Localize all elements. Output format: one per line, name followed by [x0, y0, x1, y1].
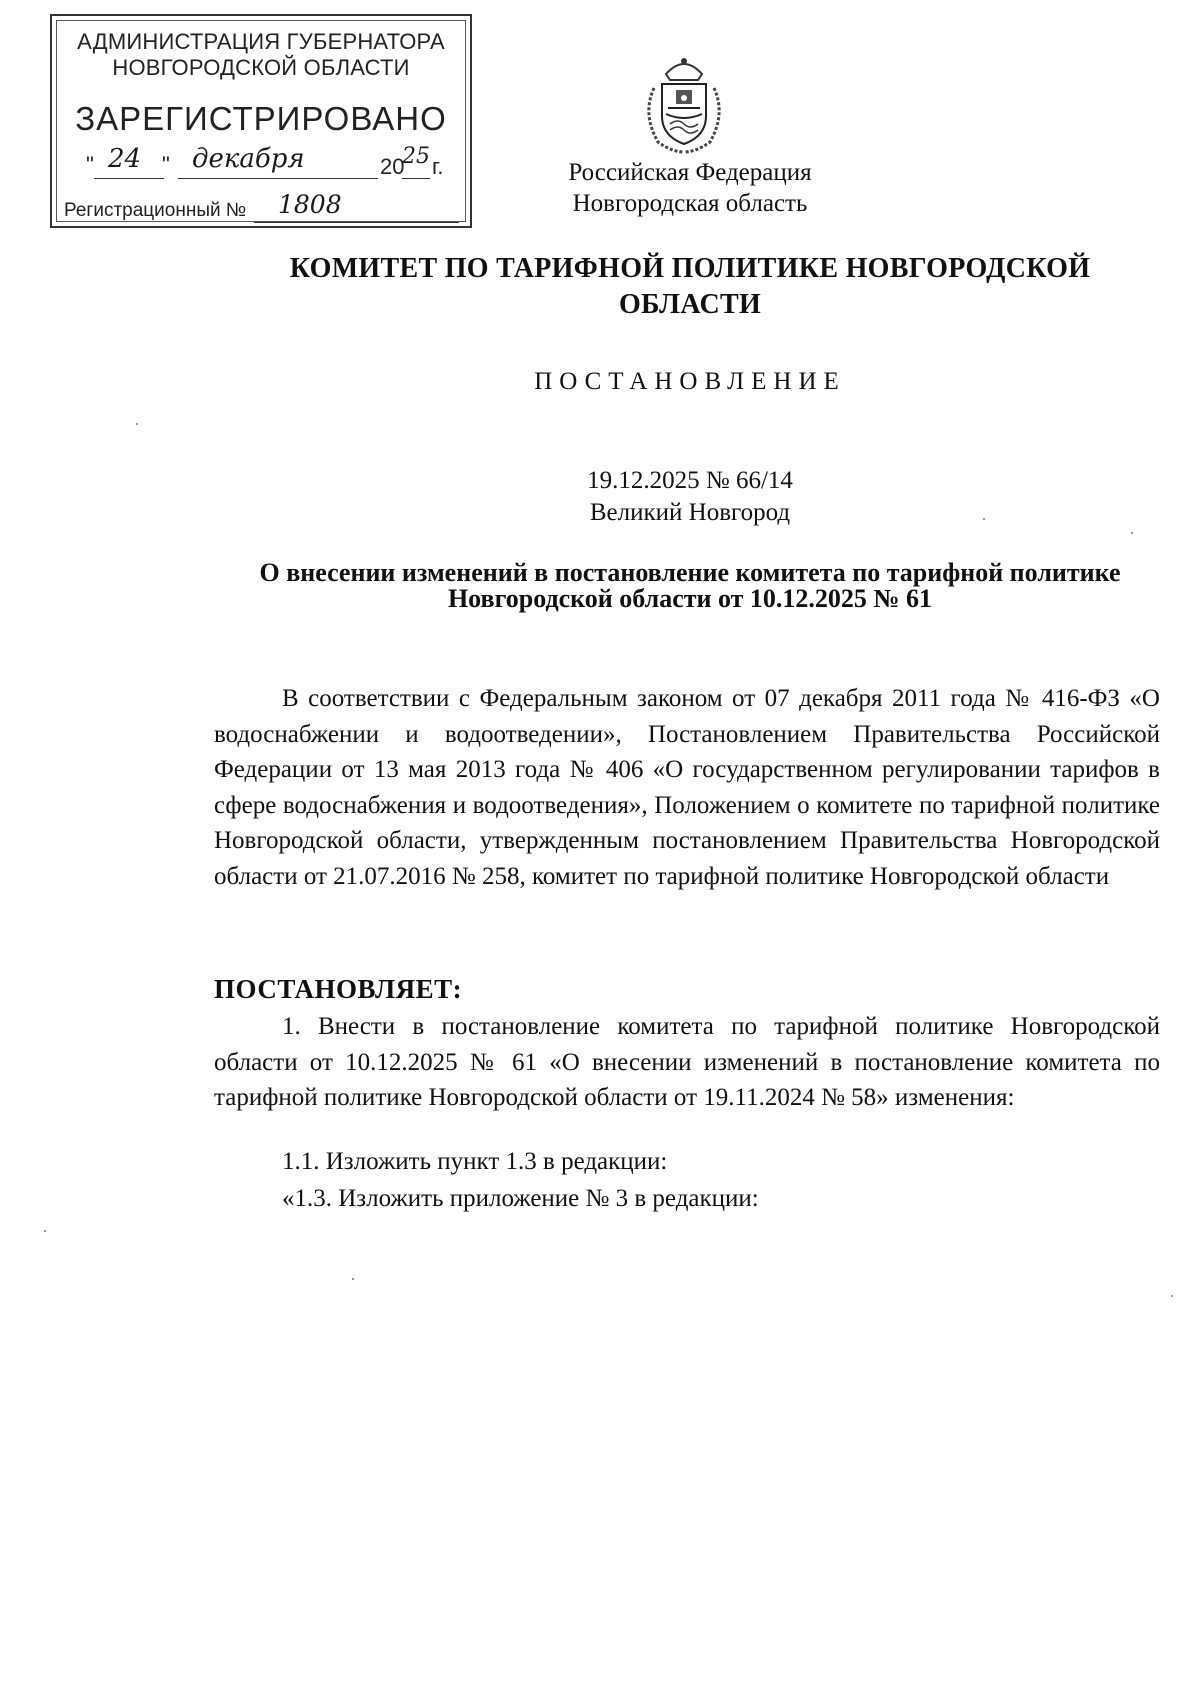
- scan-speck: [352, 1278, 354, 1280]
- country-name: Российская Федерация: [568, 159, 812, 186]
- stamp-day: 24: [108, 144, 142, 174]
- scan-speck: [44, 1230, 46, 1232]
- stamp-org-line1: АДМИНИСТРАЦИЯ ГУБЕРНАТОРА: [77, 29, 445, 54]
- scan-speck: [1131, 532, 1133, 534]
- novgorod-coat-of-arms-icon: [636, 52, 732, 158]
- stamp-open-quote: ": [86, 152, 94, 177]
- registration-stamp: [50, 14, 472, 228]
- stamp-regno-underline: [254, 222, 459, 223]
- item-1-1: 1.1. Изложить пункт 1.3 в редакции:: [282, 1148, 668, 1175]
- stamp-regno-label: Регистрационный №: [64, 200, 247, 221]
- stamp-month-underline: [178, 178, 378, 179]
- stamp-day-underline: [94, 178, 164, 179]
- scan-speck: [1171, 1295, 1173, 1297]
- resolves-heading: ПОСТАНОВЛЯЕТ:: [214, 974, 463, 1004]
- stamp-status: ЗАРЕГИСТРИРОВАНО: [75, 100, 447, 137]
- stamp-close-quote: ": [162, 152, 170, 177]
- date-and-number: 19.12.2025 № 66/14: [587, 467, 793, 494]
- stamp-year-prefix: 20: [380, 154, 405, 179]
- item-1-3: «1.3. Изложить приложение № 3 в редакции:: [282, 1185, 759, 1212]
- stamp-month: декабря: [192, 144, 305, 174]
- scan-speck: [983, 518, 985, 520]
- scan-speck: [136, 423, 138, 425]
- document-type: ПОСТАНОВЛЕНИЕ: [534, 368, 846, 395]
- stamp-year-unit: г.: [432, 154, 444, 179]
- preamble-paragraph: В соответствии с Федеральным законом от 07 декабря 2011 года № 416-ФЗ «О водоснабжении и водоотведении», Постановлением Правительства Российской Федерации от 13 мая 2013 года № 406 «О государственном регулировании тарифов в сфере водоснабжения и водоотведения», Положением о комитете по тарифной политике Новгородской области, утвержденным постановлением Правительства Новгородской области от 21.07.2016 № 258, комитет по тарифной политике Новгородской области: [214, 685, 1160, 890]
- stamp-year-underline: [402, 178, 430, 179]
- item-1-paragraph: 1. Внести в постановление комитета по тарифной политике Новгородской области от 10.12.2025 № 61 «О внесении изменений в постановление комитета по тарифной политике Новгородской области от 19.11.2024 № 58» изменения:: [214, 1013, 1160, 1111]
- committee-name: КОМИТЕТ ПО ТАРИФНОЙ ПОЛИТИКЕ НОВГОРОДСКОЙ ОБЛАСТИ: [289, 253, 1091, 320]
- region-name: Новгородская область: [572, 190, 808, 217]
- stamp-regno-value: 1808: [278, 190, 342, 219]
- stamp-date-row: [80, 144, 460, 184]
- document-subject: О внесении изменений в постановление комитета по тарифной политике Новгородской области от 10.12.2025 № 61: [259, 558, 1121, 613]
- stamp-org-line2: НОВГОРОДСКОЙ ОБЛАСТИ: [112, 55, 410, 80]
- stamp-year-suffix: 25: [402, 144, 430, 169]
- city-name: Великий Новгород: [589, 499, 791, 526]
